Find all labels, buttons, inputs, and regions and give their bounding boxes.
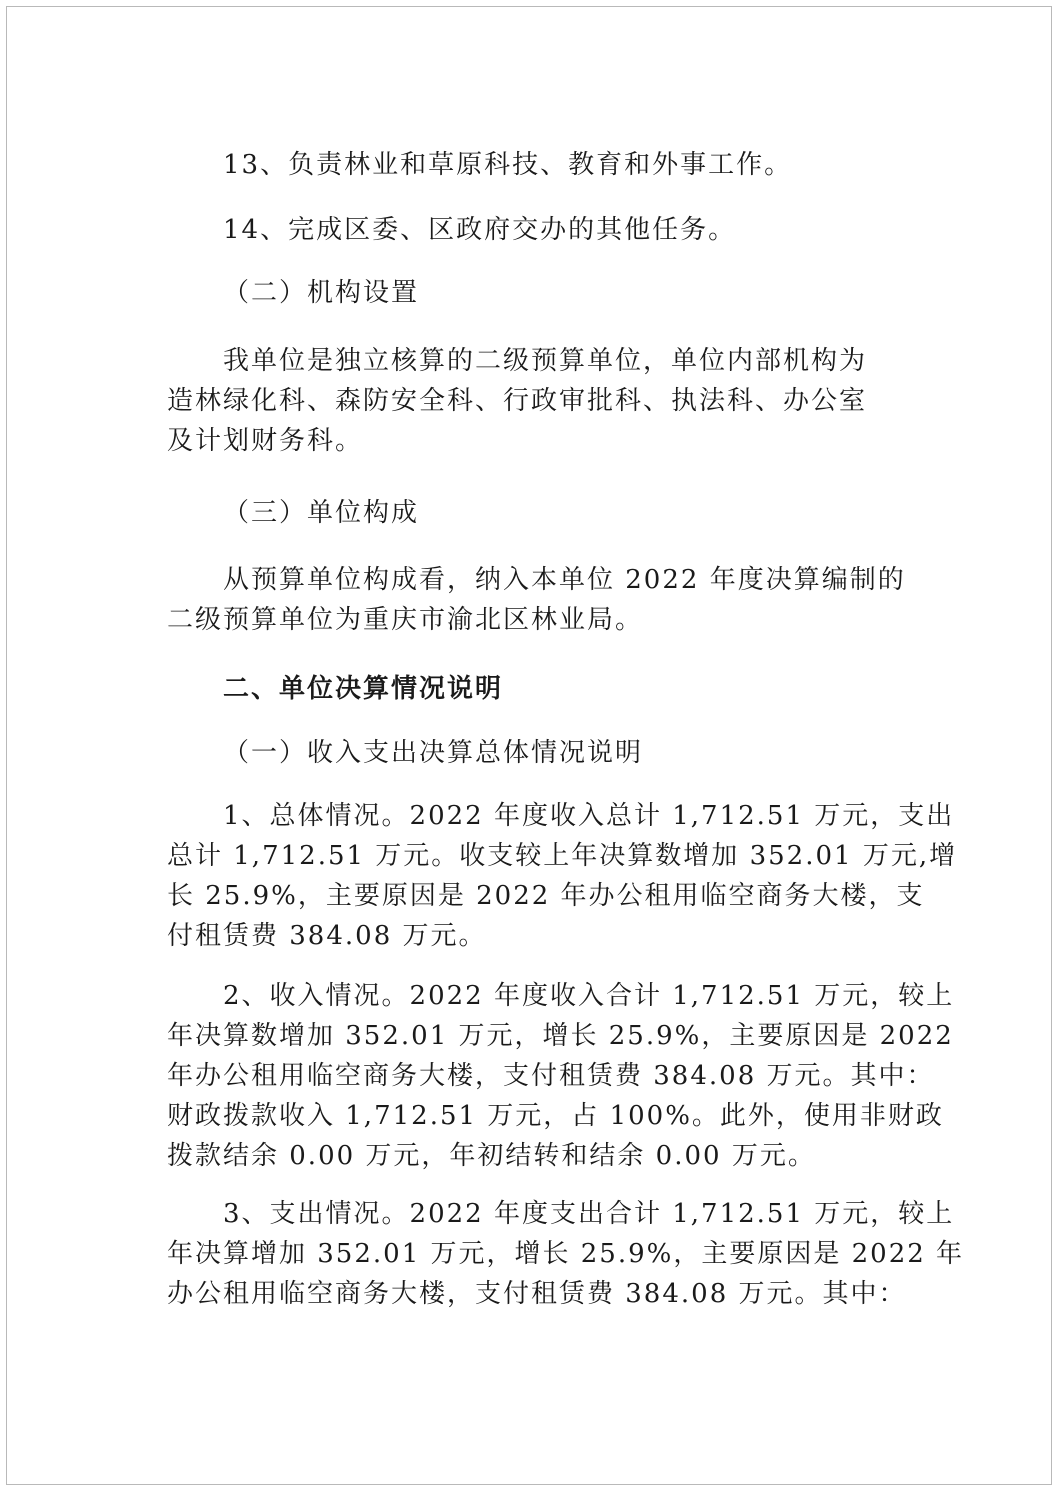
document-page	[6, 6, 1052, 1485]
text-line: 造林绿化科、森防安全科、行政审批科、执法科、办公室	[167, 386, 868, 416]
text-line: 总计 1,712.51 万元。收支较上年决算数增加 352.01 万元,增	[167, 841, 958, 871]
text-line: 我单位是独立核算的二级预算单位，单位内部机构为	[223, 346, 868, 376]
text-line: 付租赁费 384.08 万元。	[167, 921, 487, 951]
text-line: 长 25.9%，主要原因是 2022 年办公租用临空商务大楼，支	[167, 881, 925, 911]
item-13-paragraph	[167, 145, 792, 185]
section-heading-org-setup	[167, 273, 419, 313]
heading-text: 二、单位决算情况说明	[223, 674, 504, 704]
text-line: 14、完成区委、区政府交办的其他任务。	[223, 215, 737, 245]
item-14-paragraph	[167, 210, 736, 250]
text-line: 1、总体情况。2022 年度收入总计 1,712.51 万元，支出	[223, 801, 955, 831]
text-line: 13、负责林业和草原科技、教育和外事工作。	[223, 150, 793, 180]
text-line: 财政拨款收入 1,712.51 万元，占 100%。此外，使用非财政	[167, 1101, 944, 1131]
heading-text: （一）收入支出决算总体情况说明	[223, 738, 644, 768]
text-line: 年决算增加 352.01 万元，增长 25.9%，主要原因是 2022 年	[167, 1239, 965, 1269]
text-line: 及计划财务科。	[167, 426, 364, 456]
heading-text: （二）机构设置	[223, 278, 420, 308]
text-line: 3、支出情况。2022 年度支出合计 1,712.51 万元，较上	[223, 1199, 955, 1229]
text-line: 年决算数增加 352.01 万元，增长 25.9%，主要原因是 2022	[167, 1021, 954, 1051]
unit-composition-paragraph	[167, 560, 906, 640]
text-line: 从预算单位构成看，纳入本单位 2022 年度决算编制的	[223, 565, 906, 595]
expense-situation-paragraph	[167, 1194, 964, 1314]
text-line: 年办公租用临空商务大楼，支付租赁费 384.08 万元。其中：	[167, 1061, 935, 1091]
org-setup-paragraph	[167, 341, 867, 461]
text-line: 拨款结余 0.00 万元，年初结转和结余 0.00 万元。	[167, 1141, 816, 1171]
chapter-heading-final-accounts	[167, 669, 503, 709]
income-situation-paragraph	[167, 976, 954, 1176]
text-line: 二级预算单位为重庆市渝北区林业局。	[167, 605, 644, 635]
section-heading-income-expense	[167, 733, 643, 773]
text-line: 办公租用临空商务大楼，支付租赁费 384.08 万元。其中：	[167, 1279, 907, 1309]
heading-text: （三）单位构成	[223, 498, 420, 528]
section-heading-unit-composition	[167, 493, 419, 533]
text-line: 2、收入情况。2022 年度收入合计 1,712.51 万元，较上	[223, 981, 955, 1011]
overall-situation-paragraph	[167, 796, 957, 956]
